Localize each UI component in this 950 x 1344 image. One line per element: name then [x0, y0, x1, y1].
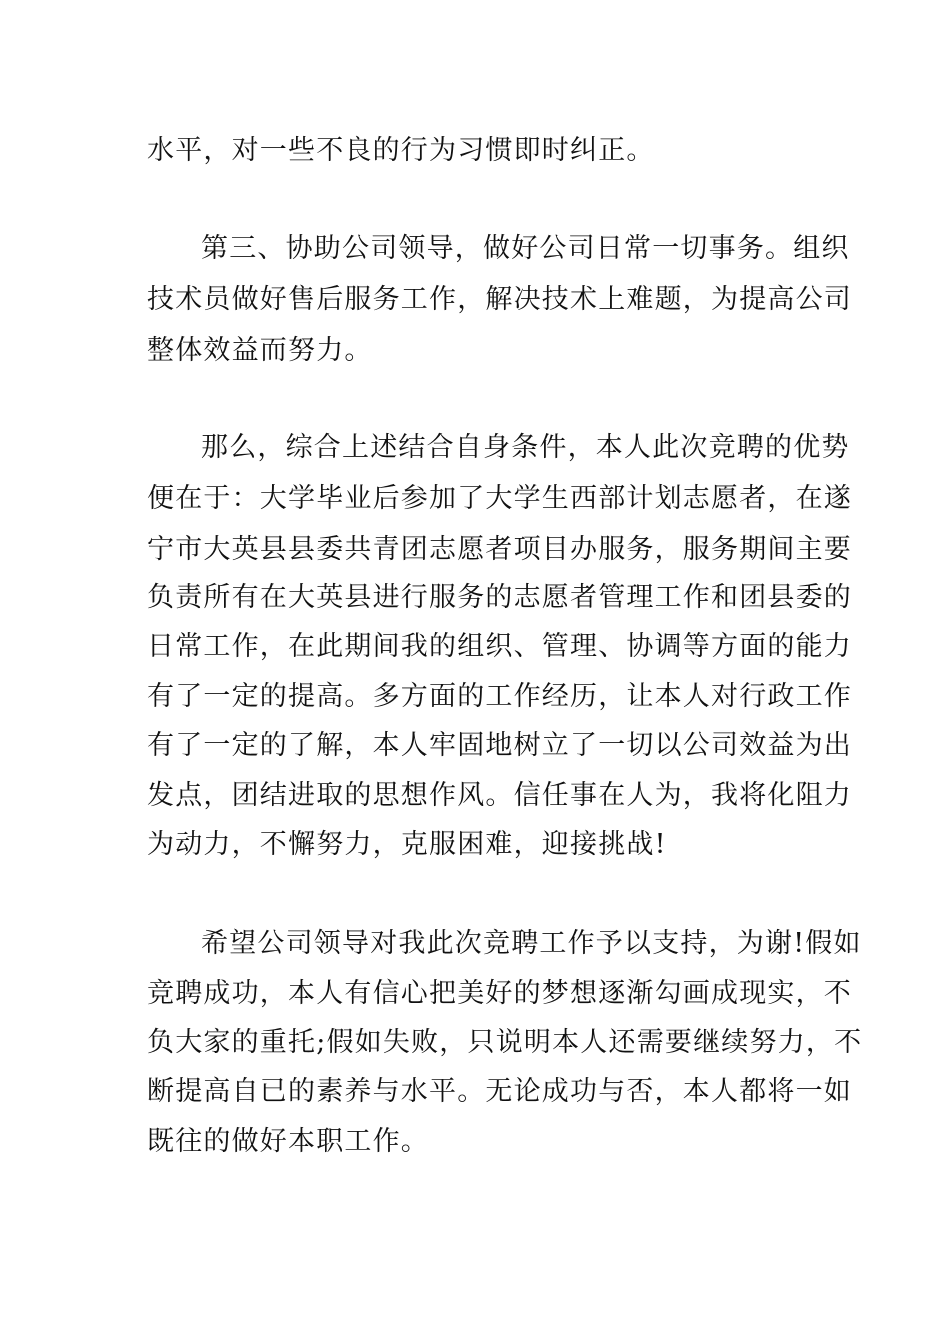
paragraph-3-line-1: 那么，综合上述结合自身条件，本人此次竞聘的优势 — [201, 432, 850, 463]
paragraph-3-line-4: 负责所有在大英县进行服务的志愿者管理工作和团县委的 — [147, 582, 852, 613]
paragraph-3-line-8: 发点，团结进取的思想作风。信任事在人为，我将化阻力 — [147, 780, 852, 811]
paragraph-3-line-9: 为动力，不懈努力，克服困难，迎接挑战! — [147, 829, 667, 860]
paragraph-4-line-2: 竞聘成功，本人有信心把美好的梦想逐渐勾画成现实，不 — [147, 978, 852, 1009]
paragraph-4-line-1: 希望公司领导对我此次竞聘工作予以支持，为谢!假如 — [201, 928, 862, 959]
paragraph-3-line-5: 日常工作，在此期间我的组织、管理、协调等方面的能力 — [147, 631, 852, 662]
paragraph-2-line-3: 整体效益而努力。 — [147, 335, 373, 366]
paragraph-3-line-7: 有了一定的了解，本人牢固地树立了一切以公司效益为出 — [147, 730, 852, 761]
paragraph-1-line-1: 水平，对一些不良的行为习惯即时纠正。 — [147, 135, 655, 166]
paragraph-4-line-3: 负大家的重托;假如失败，只说明本人还需要继续努力，不 — [147, 1027, 863, 1058]
paragraph-4-line-5: 既往的做好本职工作。 — [147, 1126, 429, 1157]
paragraph-2-line-2: 技术员做好售后服务工作，解决技术上难题，为提高公司 — [147, 284, 852, 315]
paragraph-2-line-1: 第三、协助公司领导，做好公司日常一切事务。组织 — [201, 233, 850, 264]
paragraph-3-line-2: 便在于：大学毕业后参加了大学生西部计划志愿者，在遂 — [147, 483, 852, 514]
paragraph-3-line-6: 有了一定的提高。多方面的工作经历，让本人对行政工作 — [147, 681, 852, 712]
paragraph-3-line-3: 宁市大英县县委共青团志愿者项目办服务，服务期间主要 — [147, 534, 852, 565]
paragraph-4-line-4: 断提高自已的素养与水平。无论成功与否，本人都将一如 — [147, 1076, 852, 1107]
